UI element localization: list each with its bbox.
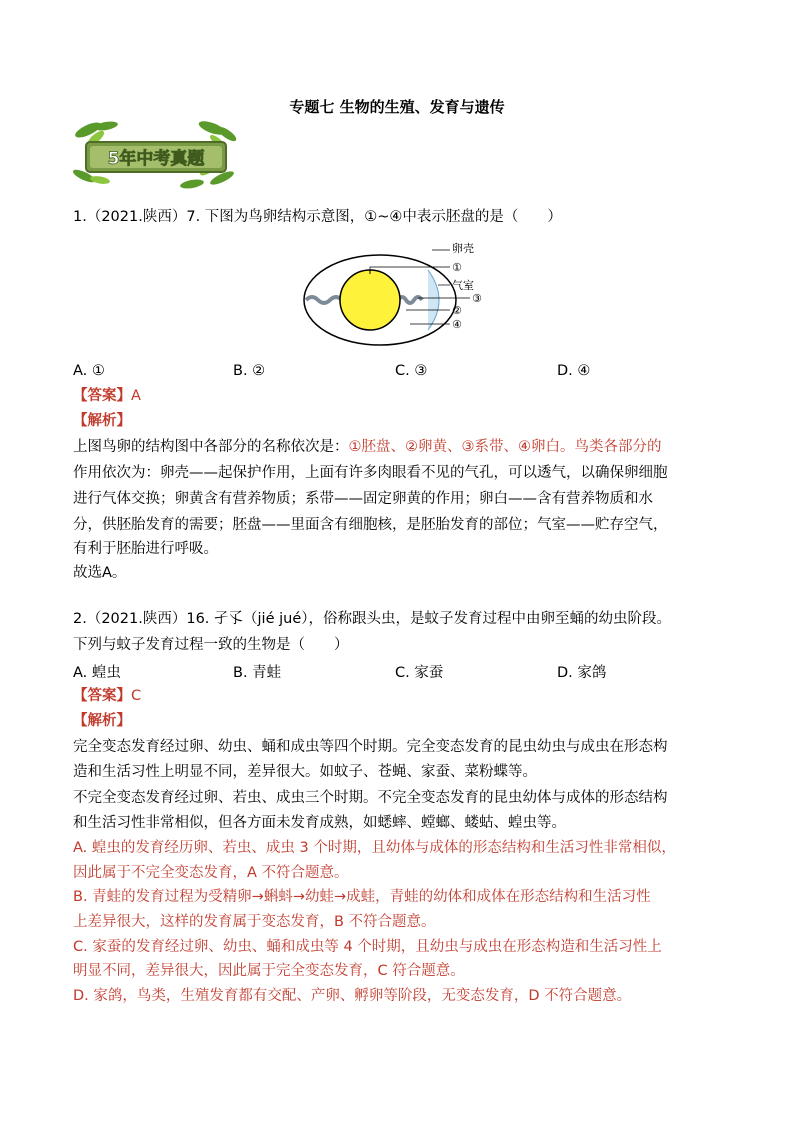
q1-analysis-line-2: 作用依次为：卵壳——起保护作用，上面有许多肉眼看不见的气孔，可以透气，以确保卵细胞 xyxy=(73,465,668,481)
label-air: 气室 xyxy=(452,279,474,292)
label-4: ④ xyxy=(452,318,462,331)
q2-analysis-line-4: 和生活习性非常相似，但各方面未发育成熟，如蟋蟀、螳螂、蝼蛄、蝗虫等。 xyxy=(73,815,566,831)
label-1: ① xyxy=(452,261,462,274)
q1-stem: 1.（2021.陕西）7. 下图为鸟卵结构示意图，①~④中表示胚盘的是（ ） xyxy=(73,209,562,225)
q2-analysis-line-2: 造和生活习性上明显不同，差异很大。如蚊子、苍蝇、家蚕、菜粉蝶等。 xyxy=(73,764,537,780)
q2-analysis-line-3: 不完全变态发育经过卵、若虫、成虫三个时期。不完全变态发育的昆虫幼体与成体的形态结构 xyxy=(73,790,668,806)
yolk-shape xyxy=(340,270,400,330)
q2-analysis-line-6: 因此属于不完全变态发育，A 不符合题意。 xyxy=(73,865,349,881)
q2-analysis-tag: 【解析】 xyxy=(73,713,131,729)
q1-option-c: C. ③ xyxy=(395,363,428,379)
label-2: ② xyxy=(452,304,462,317)
q1-option-d: D. ④ xyxy=(557,363,591,379)
egg-diagram xyxy=(300,238,500,348)
q1-answer xyxy=(73,386,141,406)
answer-tag: 【答案】 xyxy=(73,388,131,404)
page-title: 专题七 生物的生殖、发育与遗传 xyxy=(289,98,505,116)
banner-text: 5年中考真题 xyxy=(107,149,205,169)
q1-analysis-line-3: 进行气体交换；卵黄含有营养物质；系带——固定卵黄的作用；卵白——含有营养物质和水 xyxy=(73,491,653,507)
q2-analysis-line-9: C. 家蚕的发育经过卵、幼虫、蛹和成虫等 4 个时期，且幼虫与成虫在形态构造和生活习性上 xyxy=(73,939,662,955)
q1-option-a: A. ① xyxy=(73,363,105,379)
q2-option-d: D. 家鸽 xyxy=(557,665,607,681)
label-shell: 卵壳 xyxy=(452,242,474,255)
q1-analysis-line-1: 上图鸟卵的结构图中各部分的名称依次是：①胚盘、②卵黄、③系带、④卵白。鸟类各部分的 xyxy=(73,439,662,455)
q2-analysis-line-5: A. 蝗虫的发育经历卵、若虫、成虫 3 个时期，且幼体与成体的形态结构和生活习性非常相似， xyxy=(73,840,676,856)
q2-analysis-line-7: B. 青蛙的发育过程为受精卵→蝌蚪→幼蛙→成蛙，青蛙的幼体和成体在形态结构和生活习性 xyxy=(73,889,651,905)
q2-analysis-line-10: 明显不同，差异很大，因此属于完全变态发育，C 符合题意。 xyxy=(73,963,465,979)
q2-option-a: A. 蝗虫 xyxy=(73,665,121,681)
q2-option-c: C. 家蚕 xyxy=(395,665,444,681)
q2-answer: 【答案】C xyxy=(73,688,142,704)
q1-option-b: B. ② xyxy=(233,363,266,379)
leaf-banner-icon xyxy=(72,120,240,192)
q2-stem-line-2: 下列与蚊子发育过程一致的生物是（ ） xyxy=(73,637,349,653)
banner-badge xyxy=(72,120,240,192)
q2-analysis-line-8: 上差异很大，这样的发育属于变态发育，B 不符合题意。 xyxy=(73,914,436,930)
q2-analysis-line-1: 完全变态发育经过卵、幼虫、蛹和成虫等四个时期。完全变态发育的昆虫幼虫与成虫在形态构 xyxy=(73,739,668,755)
q2-stem-line-1: 2.（2021.陕西）16. 孑孓（jié jué），俗称跟头虫，是蚊子发育过程中由卵至蛹的幼虫阶段。 xyxy=(73,611,671,627)
q1-analysis-line-6: 故选A。 xyxy=(73,565,127,581)
q2-analysis-line-11: D. 家鸽，鸟类，生殖发育都有交配、产卵、孵卵等阶段，无变态发育，D 不符合题意。 xyxy=(73,988,632,1004)
answer-value: A xyxy=(131,388,141,404)
q1-analysis-tag: 【解析】 xyxy=(73,413,131,429)
q1-analysis-line-4: 分，供胚胎发育的需要；胚盘——里面含有细胞核，是胚胎发育的部位；气室——贮存空气， xyxy=(73,517,668,533)
q1-analysis-line-5: 有利于胚胎进行呼吸。 xyxy=(73,541,218,557)
q2-option-b: B. 青蛙 xyxy=(233,665,282,681)
label-3: ③ xyxy=(472,292,482,305)
